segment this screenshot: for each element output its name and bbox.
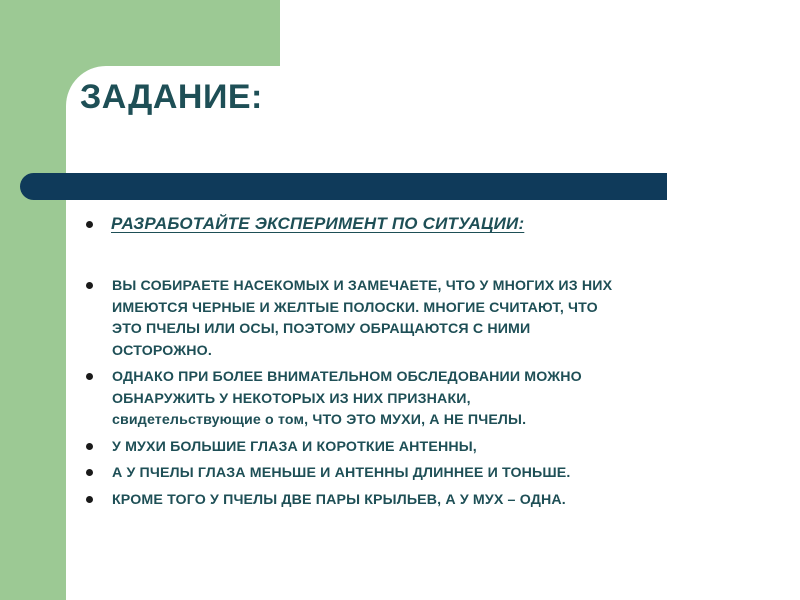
slide-subtitle: РАЗРАБОТАЙТЕ ЭКСПЕРИМЕНТ ПО СИТУАЦИИ: <box>111 214 525 233</box>
list-item-line: ЭТО ПЧЕЛЫ ИЛИ ОСЫ, ПОЭТОМУ ОБРАЩАЮТСЯ С НИМИ <box>112 321 531 337</box>
list-item-text <box>112 276 612 362</box>
list-item-text <box>112 490 566 512</box>
slide-title: ЗАДАНИЕ: <box>80 78 263 116</box>
list-item <box>86 276 726 362</box>
list-item-text <box>112 463 571 485</box>
list-item <box>86 437 726 459</box>
list-item <box>86 490 726 512</box>
bullet-icon <box>86 221 93 228</box>
bullet-icon <box>86 469 93 476</box>
list-item-line: свидетельствующие о том, ЧТО ЭТО МУХИ, А НЕ ПЧЕЛЫ. <box>112 412 527 428</box>
divider-band <box>20 173 667 200</box>
list-item-line: У МУХИ БОЛЬШИЕ ГЛАЗА И КОРОТКИЕ АНТЕННЫ, <box>112 438 477 455</box>
bullet-icon <box>86 373 93 380</box>
list-item-line: А У ПЧЕЛЫ ГЛАЗА МЕНЬШЕ И АНТЕННЫ ДЛИННЕЕ И ТОНЬШЕ. <box>112 465 571 481</box>
list-item-line: ОДНАКО ПРИ БОЛЕЕ ВНИМАТЕЛЬНОМ ОБСЛЕДОВАНИИ МОЖНО <box>112 369 582 385</box>
list-item-text <box>112 367 582 432</box>
list-item-line: ОСТОРОЖНО. <box>112 342 212 359</box>
list-item <box>86 367 726 432</box>
list-item-line: ИМЕЮТСЯ ЧЕРНЫЕ И ЖЕЛТЫЕ ПОЛОСКИ. МНОГИЕ СЧИТАЮТ, ЧТО <box>112 299 598 316</box>
list-item-line: ВЫ СОБИРАЕТЕ НАСЕКОМЫХ И ЗАМЕЧАЕТЕ, ЧТО У МНОГИХ ИЗ НИХ <box>112 278 613 294</box>
bullet-icon <box>86 496 93 503</box>
subtitle-row <box>86 214 524 234</box>
list-item <box>86 463 726 485</box>
list-item-line: КРОМЕ ТОГО У ПЧЕЛЫ ДВЕ ПАРЫ КРЫЛЬЕВ, А У МУХ – ОДНА. <box>112 491 566 508</box>
bullet-icon <box>86 443 93 450</box>
bullet-list <box>86 276 726 516</box>
bullet-icon <box>86 282 93 289</box>
list-item-text <box>112 437 477 459</box>
list-item-line: ОБНАРУЖИТЬ У НЕКОТОРЫХ ИЗ НИХ ПРИЗНАКИ, <box>112 390 471 407</box>
